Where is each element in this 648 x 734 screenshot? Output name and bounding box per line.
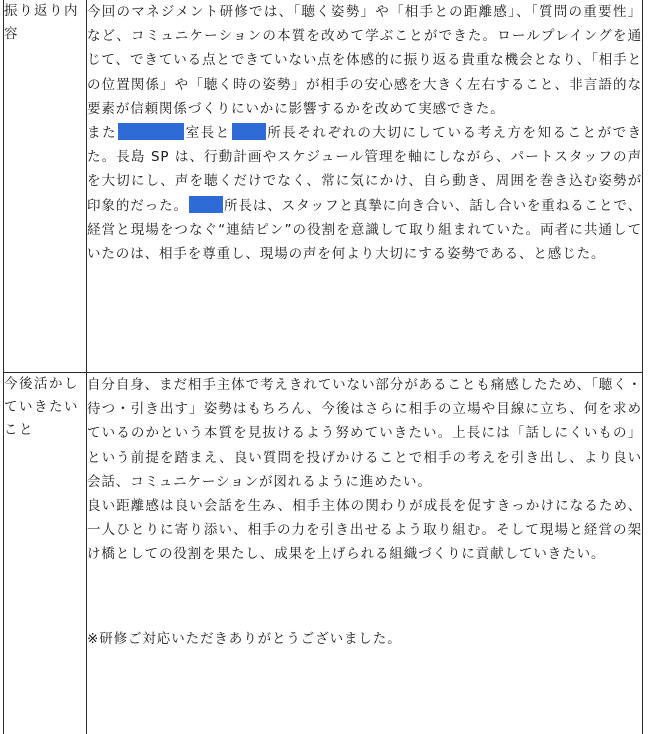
reflection-p2-part-c: 所長それぞれの大切にしている考え方を知ることができた。長島 SP は、行動計画やスケジュール管理を軸にしながら、パートスタッフの声を大切にし、声を聴くだけでなく、常に気にかけ、自ら動き、周囲を巻き込む姿勢が印象的だった。 <box>87 125 642 214</box>
reflection-paragraph-2 <box>87 121 642 266</box>
reflection-row <box>4 0 643 373</box>
reflection-p2-part-b: 室長と <box>185 125 231 142</box>
future-paragraph-1: 自分自身、まだ相手主体で考えきれていない部分があることも痛感したため、「聴く・待つ・引き出す」姿勢はもちろん、今後はさらに相手の立場や目線に立ち、何を求めているのかという本質を見抜けるよう努めていきたい。上長には「話しにくいもの」という前提を踏まえ、良い質問を投げかけることで相手の考えを引き出し、より良い会話、コミュニケーションが図れるように進めたい。 <box>87 377 642 490</box>
blank-space <box>87 567 642 627</box>
reflection-paragraph-1: 今回のマネジメント研修では、「聴く姿勢」や「相手との距離感」、「質問の重要性」など、コミュニケーションの本質を改めて学ぶことができた。ロールプレイングを通じて、できている点とできていない点を体感的に振り返る貴重な機会となり、「相手との位置関係」や「聴く時の姿勢」が相手の安心感を大きく左右すること、非言語的な要素が信頼関係づくりにいかに影響するかを改めて実感できた。 <box>87 4 642 117</box>
reflection-content <box>87 0 643 373</box>
future-row <box>4 373 643 734</box>
redacted-name-2 <box>232 123 266 140</box>
redacted-name-3 <box>189 196 223 213</box>
reflection-p2-part-d: 所長は、スタッフと真摯に向き合い、話し合いを重ねることで、経営と現場をつなぐ“連結ピン”の役割を意識して取り組まれていた。両者に共通していたのは、相手を尊重し、現場の声を何より大切にする姿勢である、と感じた。 <box>87 197 642 263</box>
reflection-p2-part-a: また <box>87 125 118 142</box>
future-paragraph-2: 良い距離感は良い会話を生み、相手主体の関わりが成長を促すきっかけになるため、一人ひとりに寄り添い、相手の力を引き出せるよう取り組む。そして現場と経営の架け橋としての役割を果たし、成果を上げられる組織づくりに貢献していきたい。 <box>87 498 642 563</box>
redacted-name-1 <box>118 123 184 140</box>
closing-note: ※研修ご対応いただきありがとうございました。 <box>87 630 402 647</box>
future-content <box>87 373 643 734</box>
report-table <box>3 0 643 734</box>
future-label: 今後活かしていきたいこと <box>4 373 87 734</box>
reflection-label: 振り返り内容 <box>4 0 87 373</box>
